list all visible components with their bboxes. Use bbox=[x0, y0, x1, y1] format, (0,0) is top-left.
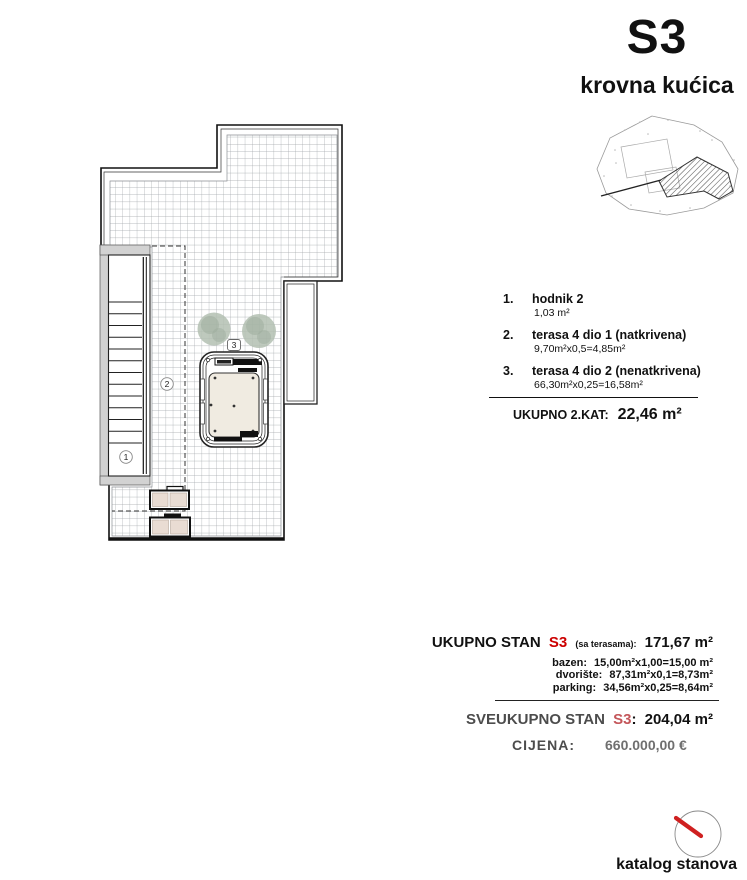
svg-text:3: 3 bbox=[231, 340, 237, 350]
room-list bbox=[503, 292, 738, 400]
apartment-summary bbox=[413, 634, 713, 694]
grand-total-line bbox=[466, 711, 713, 728]
extra-label: parking: bbox=[552, 681, 597, 694]
jacuzzi bbox=[200, 352, 268, 447]
area-label-3 bbox=[228, 340, 241, 351]
tree-icon bbox=[242, 314, 276, 348]
floor-total bbox=[513, 406, 682, 424]
total-apartment-label: UKUPNO STAN bbox=[431, 634, 541, 651]
divider bbox=[489, 397, 698, 398]
staircase bbox=[100, 245, 150, 485]
grand-total-label: SVEUKUPNO STAN bbox=[466, 711, 605, 728]
extra-formula: 87,31m²x0,1=8,73m² bbox=[609, 669, 713, 682]
room-name: hodnik 2 bbox=[532, 292, 584, 306]
room-list-item bbox=[503, 328, 738, 355]
room-area: 1,03 m² bbox=[534, 307, 570, 319]
room-name: terasa 4 dio 2 (nenatkrivena) bbox=[532, 364, 701, 378]
catalog-label: katalog stanova bbox=[616, 856, 737, 873]
divider bbox=[495, 700, 719, 701]
site-map bbox=[597, 116, 738, 215]
room-list-item bbox=[503, 364, 738, 391]
floor-total-label: UKUPNO 2.KAT: bbox=[513, 408, 609, 422]
extra-label: bazen: bbox=[552, 657, 587, 669]
extra-label: dvorište: bbox=[555, 669, 603, 682]
room-number: 3. bbox=[503, 364, 514, 378]
extra-formula: 15,00m²x1,00=15,00 m² bbox=[594, 657, 713, 669]
unit-subtitle: krovna kućica bbox=[580, 71, 734, 98]
lounge-chair bbox=[150, 514, 190, 537]
grand-total-value: 204,04 m² bbox=[644, 711, 713, 728]
room-area: 9,70m²x0,5=4,85m² bbox=[534, 343, 626, 355]
floor-total-value: 22,46 m² bbox=[617, 406, 682, 423]
room-name: terasa 4 dio 1 (natkrivena) bbox=[532, 328, 687, 342]
tree-icon bbox=[198, 313, 231, 346]
total-apartment-line bbox=[413, 634, 713, 651]
area-label-1 bbox=[120, 451, 133, 464]
svg-text:2: 2 bbox=[164, 379, 170, 389]
svg-text:1: 1 bbox=[123, 452, 129, 462]
terraces-note: (sa terasama): bbox=[575, 639, 637, 649]
compass-icon bbox=[675, 811, 721, 857]
room-number: 1. bbox=[503, 292, 514, 306]
price-label: CIJENA: bbox=[512, 737, 576, 753]
colon: : bbox=[631, 711, 637, 728]
railing bbox=[284, 281, 317, 404]
room-number: 2. bbox=[503, 328, 514, 342]
price-value: 660.000,00 € bbox=[605, 737, 687, 753]
unit-code: S3 bbox=[613, 711, 632, 728]
extra-formula: 34,56m²x0,25=8,64m² bbox=[603, 681, 713, 694]
unit-code: S3 bbox=[548, 634, 568, 651]
area-label-2 bbox=[161, 378, 174, 391]
extra-area-line bbox=[413, 682, 713, 694]
total-apartment-value: 171,67 m² bbox=[644, 634, 713, 651]
room-list-item bbox=[503, 292, 738, 319]
lounge-chair bbox=[150, 487, 189, 510]
header bbox=[557, 11, 747, 99]
page-title: S3 bbox=[626, 11, 688, 64]
extra-area-line bbox=[413, 669, 713, 681]
room-area: 66,30m²x0,25=16,58m² bbox=[534, 379, 643, 391]
extra-area-line bbox=[413, 657, 713, 669]
